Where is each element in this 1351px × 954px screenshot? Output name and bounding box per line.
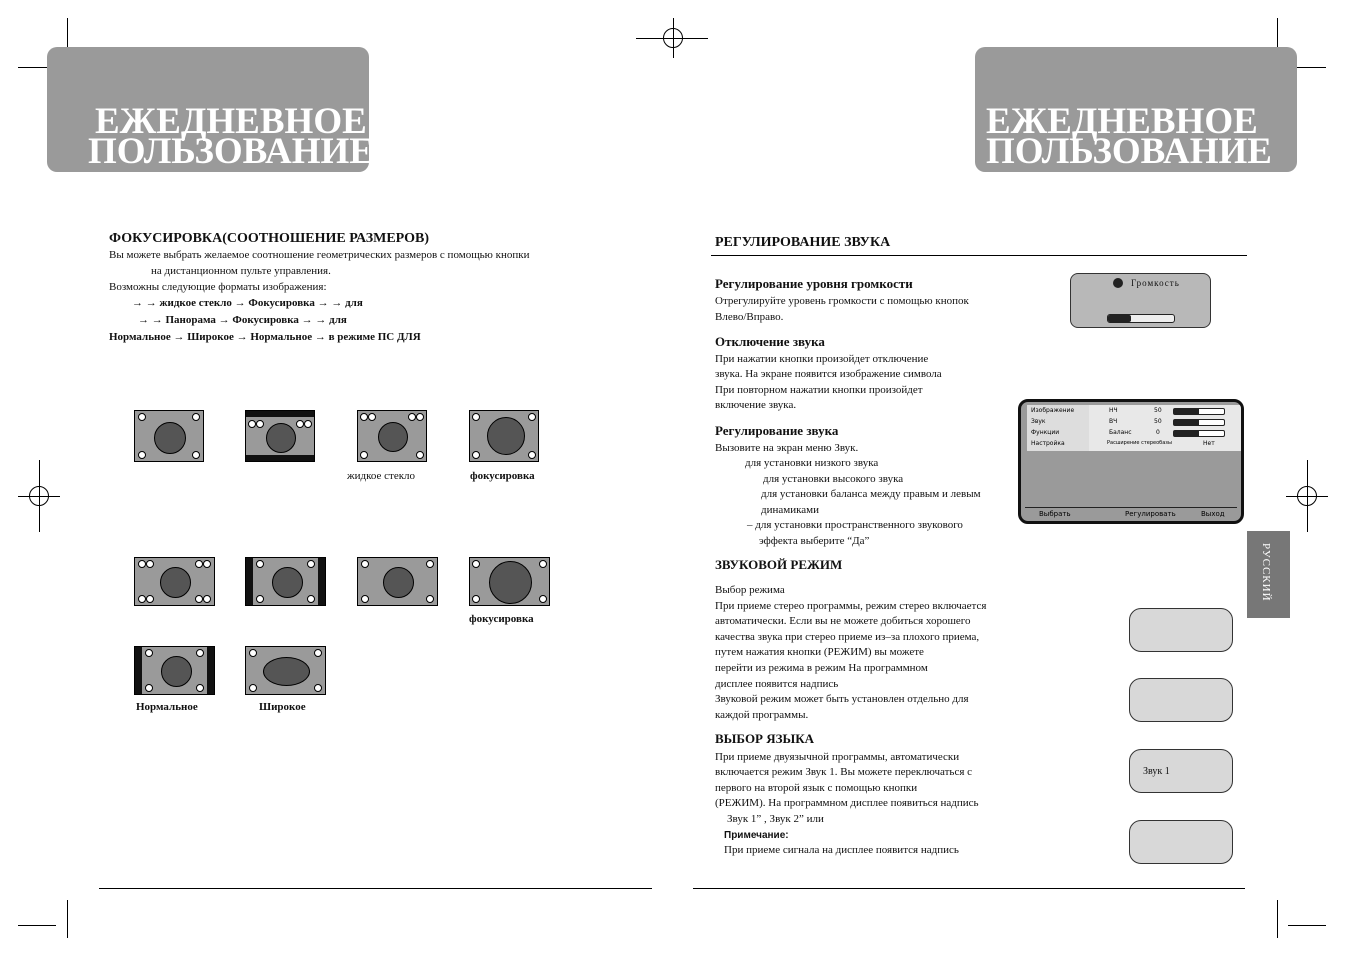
header-line1: ЕЖЕДНЕВНОЕ [95,101,367,142]
paragraph: Звуковой режим может быть установлен отдельно для [715,693,969,705]
menu-row-balance-value: 0 [1156,429,1160,436]
caption-wide: Широкое [259,701,306,713]
format-sequence-1: → → жидкое стекло → Фокусировка → → для [132,297,363,309]
title-rule [711,255,1247,256]
section-title-focus: ФОКУСИРОВКА(СООТНОШЕНИЕ РАЗМЕРОВ) [109,231,430,246]
paragraph: При нажатии кнопки произойдет отключение [715,353,929,365]
display-box-label: Звук 1 [1143,766,1170,777]
subtitle-mute: Отключение звука [715,334,825,349]
balance-bar[interactable] [1173,430,1225,437]
side-tab-label: РУССКИЙ [1260,543,1272,602]
paragraph: перейти из режима в режим На программном [715,662,928,674]
caption-normal: Нормальное [136,701,198,713]
screen-format-icon [134,410,204,462]
paragraph: включается режим Звук 1. Вы можете переключаться с [715,766,973,778]
paragraph: При повторном нажатии кнопки произойдет [715,384,923,396]
paragraph: Вы можете выбрать желаемое соотношение геометрических размеров с помощью кнопки [109,249,530,261]
language-side-tab [1247,531,1290,618]
subtitle-sound-mode: ЗВУКОВОЙ РЕЖИМ [715,557,843,572]
format-sequence-3: Нормальное → Широкое → Нормальное → в режиме ПС ДЛЯ [109,331,421,343]
paragraph: автоматически. Если вы не можете добиться хорошего [715,615,971,627]
header-line2: ПОЛЬЗОВАНИЕ [986,131,1272,172]
paragraph: Звук 1” , Звук 2” или [727,813,824,825]
paragraph: дисплее появится надпись [715,678,839,690]
paragraph: (РЕЖИМ). На программном дисплее появиться надпись [715,797,979,809]
volume-bar [1107,314,1175,323]
menu-row-stereo-wide[interactable]: Расширение стереобазы [1107,440,1172,446]
paragraph: для установки баланса между правым и левым [761,488,981,500]
paragraph: При приеме стерео программы, режим стерео включается [715,600,987,612]
header-line2: ПОЛЬЗОВАНИЕ [88,131,374,172]
subtitle-adjust: Регулирование звука [715,423,839,438]
screen-format-icon [357,557,438,606]
menu-tab-picture[interactable]: Изображение [1031,407,1075,414]
paragraph: При приеме двуязычной программы, автоматически [715,751,960,763]
caption-focus: фокусировка [470,470,535,482]
paragraph: каждой программы. [715,709,809,721]
footer-rule [99,888,652,889]
screen-format-icon [245,410,315,462]
paragraph: для установки высокого звука [763,473,904,485]
menu-tab-sound[interactable]: Звук [1031,418,1046,425]
footer-select: Выбрать [1039,510,1071,518]
header-line1: ЕЖЕДНЕВНОЕ [986,101,1258,142]
caption-focus: фокусировка [469,613,534,625]
note-label: Примечание: [724,830,789,841]
menu-row-stereo-wide-value: Нет [1203,440,1215,447]
crop-mark [1277,900,1278,938]
caption-liquid-glass: жидкое стекло [347,470,416,482]
paragraph: путем нажатия кнопки (РЕЖИМ) вы можете [715,646,924,658]
screen-format-icon [134,646,215,695]
paragraph: динамиками [761,504,820,516]
paragraph: Отрегулируйте уровень громкости с помощью кнопок [715,295,969,307]
display-box [1129,749,1233,793]
paragraph: Возможны следующие форматы изображения: [109,281,327,293]
volume-bar-fill [1108,315,1131,322]
crop-mark [18,925,56,926]
paragraph: для установки низкого звука [745,457,879,469]
page-header-right [975,47,1297,172]
menu-row-bass[interactable]: НЧ [1109,407,1118,414]
paragraph: Выбор режима [715,584,785,596]
paragraph: включение звука. [715,399,797,411]
menu-row-bass-value: 50 [1154,407,1162,414]
screen-format-icon [245,646,326,695]
menu-tab-functions[interactable]: Функции [1031,429,1060,436]
volume-label: Громкость [1131,278,1180,288]
speaker-icon [1113,278,1123,288]
paragraph: При приеме сигнала на дисплее появится надпись [724,844,959,856]
screen-format-icon [469,410,539,462]
menu-row-treble[interactable]: ВЧ [1109,418,1118,425]
paragraph: первого на второй язык с помощью кнопки [715,782,918,794]
bass-bar[interactable] [1173,408,1225,415]
screen-format-icon [245,557,326,606]
section-title-sound: РЕГУЛИРОВАНИЕ ЗВУКА [715,235,891,250]
menu-row-balance[interactable]: Баланс [1109,429,1132,436]
paragraph: Вызовите на экран меню Звук. [715,442,859,454]
treble-bar[interactable] [1173,419,1225,426]
paragraph: эффекта выберите “Да” [759,535,870,547]
paragraph: качества звука при стерео приеме из–за плохого приема, [715,631,980,643]
footer-rule [693,888,1245,889]
display-box [1129,608,1233,652]
volume-osd [1070,273,1211,328]
paragraph: на дистанционном пульте управления. [151,265,331,277]
display-box [1129,678,1233,722]
crop-mark [1288,925,1326,926]
subtitle-language: ВЫБОР ЯЗЫКА [715,731,815,746]
paragraph: – для установки пространственного звукового [747,519,963,531]
footer-adjust: Регулировать [1125,510,1176,518]
menu-row-treble-value: 50 [1154,418,1162,425]
subtitle-volume: Регулирование уровня громкости [715,276,913,291]
screen-format-icon [134,557,215,606]
menu-tab-setup[interactable]: Настройка [1031,440,1065,447]
screen-format-icon [469,557,550,606]
screen-format-icon [357,410,427,462]
crop-mark [67,900,68,938]
paragraph: звука. На экране появится изображение символа [715,368,942,380]
display-box [1129,820,1233,864]
footer-exit: Выход [1201,510,1225,518]
format-sequence-2: → → Панорама → Фокусировка → → для [138,314,347,326]
paragraph: Влево/Вправо. [715,311,784,323]
page-header-left [47,47,374,172]
sound-menu-osd [1018,399,1244,524]
